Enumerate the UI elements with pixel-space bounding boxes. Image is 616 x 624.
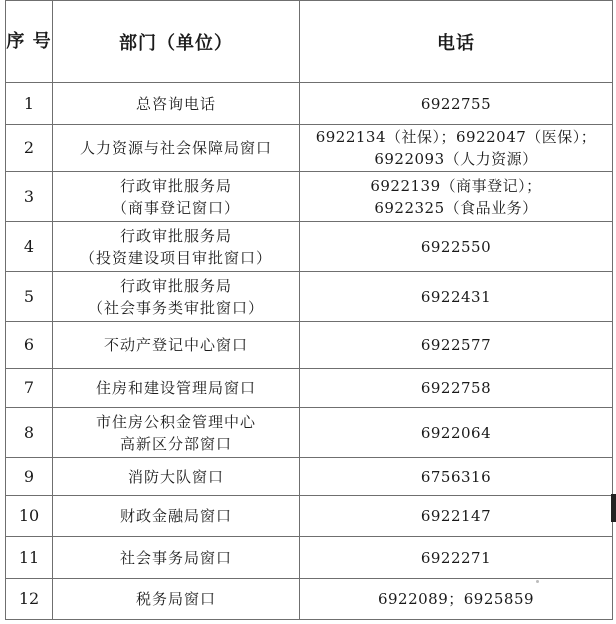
table-row xyxy=(6,369,613,408)
table-row xyxy=(6,579,613,620)
dept-line: 行政审批服务局 xyxy=(119,176,232,195)
row-number: 11 xyxy=(6,537,53,579)
phone-line: 6922755 xyxy=(420,94,492,113)
row-number: 9 xyxy=(6,458,53,496)
phone-line: 6922139（商事登记）； xyxy=(370,176,542,195)
table-row xyxy=(6,83,613,125)
table-row xyxy=(6,322,613,369)
phone-line: 6922325（食品业务） xyxy=(374,198,538,217)
phone-cell xyxy=(300,125,613,172)
dept-line: 高新区分部窗口 xyxy=(119,434,232,453)
phone-line: 6922550 xyxy=(420,237,492,256)
phone-cell xyxy=(300,496,613,537)
dept-cell xyxy=(53,83,300,125)
phone-cell xyxy=(300,322,613,369)
dept-line: 人力资源与社会保障局窗口 xyxy=(79,139,272,157)
dept-cell xyxy=(53,172,300,222)
scroll-edge-mark xyxy=(611,494,616,522)
phone-line: 6922271 xyxy=(420,548,492,567)
table-body xyxy=(6,83,613,620)
dept-cell xyxy=(53,537,300,579)
phone-cell xyxy=(300,272,613,322)
table-row xyxy=(6,537,613,579)
dept-line: 行政审批服务局 xyxy=(119,226,232,245)
phone-line: 6922431 xyxy=(420,287,492,306)
dept-line: 住房和建设管理局窗口 xyxy=(95,379,256,397)
dot-mark xyxy=(536,580,539,583)
phone-cell xyxy=(300,222,613,272)
phone-cell xyxy=(300,83,613,125)
header-phone: 电话 xyxy=(300,1,613,83)
row-number: 4 xyxy=(6,222,53,272)
phone-line: 6922089；6925859 xyxy=(377,590,535,608)
dept-line: 社会事务局窗口 xyxy=(119,548,232,567)
dept-cell xyxy=(53,272,300,322)
phone-cell xyxy=(300,408,613,458)
phone-line: 6922093（人力资源） xyxy=(374,150,538,168)
phone-cell xyxy=(300,537,613,579)
dept-line: 行政审批服务局 xyxy=(119,276,232,295)
header-row xyxy=(6,1,613,83)
dept-cell xyxy=(53,579,300,620)
header-no-line1: 序 xyxy=(6,30,26,52)
row-number: 12 xyxy=(6,579,53,620)
dept-cell xyxy=(53,322,300,369)
phone-cell xyxy=(300,369,613,408)
dept-cell xyxy=(53,496,300,537)
row-number: 7 xyxy=(6,369,53,408)
phone-line: 6756316 xyxy=(420,467,492,486)
phone-line: 6922134（社保）；6922047（医保）； xyxy=(315,128,597,146)
phone-line: 6922147 xyxy=(420,507,492,525)
table-row xyxy=(6,172,613,222)
contact-table xyxy=(5,0,613,620)
dept-line: 市住房公积金管理中心 xyxy=(95,412,256,431)
table-row xyxy=(6,125,613,172)
dept-cell xyxy=(53,222,300,272)
row-number: 10 xyxy=(6,496,53,537)
dept-cell xyxy=(53,125,300,172)
row-number: 1 xyxy=(6,83,53,125)
table-row xyxy=(6,272,613,322)
row-number: 3 xyxy=(6,172,53,222)
header-dept: 部门（单位） xyxy=(53,1,300,83)
dept-cell xyxy=(53,369,300,408)
row-number: 8 xyxy=(6,408,53,458)
phone-cell xyxy=(300,172,613,222)
table-row xyxy=(6,408,613,458)
dept-cell xyxy=(53,458,300,496)
dept-cell xyxy=(53,408,300,458)
row-number: 2 xyxy=(6,125,53,172)
dept-line: 总咨询电话 xyxy=(135,94,216,113)
table-row xyxy=(6,222,613,272)
phone-line: 6922064 xyxy=(420,423,492,442)
phone-cell xyxy=(300,458,613,496)
phone-line: 6922577 xyxy=(420,336,492,354)
dept-line: （商事登记窗口） xyxy=(111,198,240,217)
phone-line: 6922758 xyxy=(420,379,492,397)
header-no xyxy=(6,1,53,83)
table-row xyxy=(6,458,613,496)
row-number: 6 xyxy=(6,322,53,369)
dept-line: 不动产登记中心窗口 xyxy=(103,336,248,354)
header-no-line2: 号 xyxy=(32,30,52,52)
dept-line: 税务局窗口 xyxy=(135,590,216,608)
table-row xyxy=(6,496,613,537)
phone-cell xyxy=(300,579,613,620)
dept-line: （投资建设项目审批窗口） xyxy=(79,248,272,267)
dept-line: 财政金融局窗口 xyxy=(119,507,232,525)
dept-line: 消防大队窗口 xyxy=(127,467,224,486)
dept-line: （社会事务类审批窗口） xyxy=(87,298,264,317)
row-number: 5 xyxy=(6,272,53,322)
